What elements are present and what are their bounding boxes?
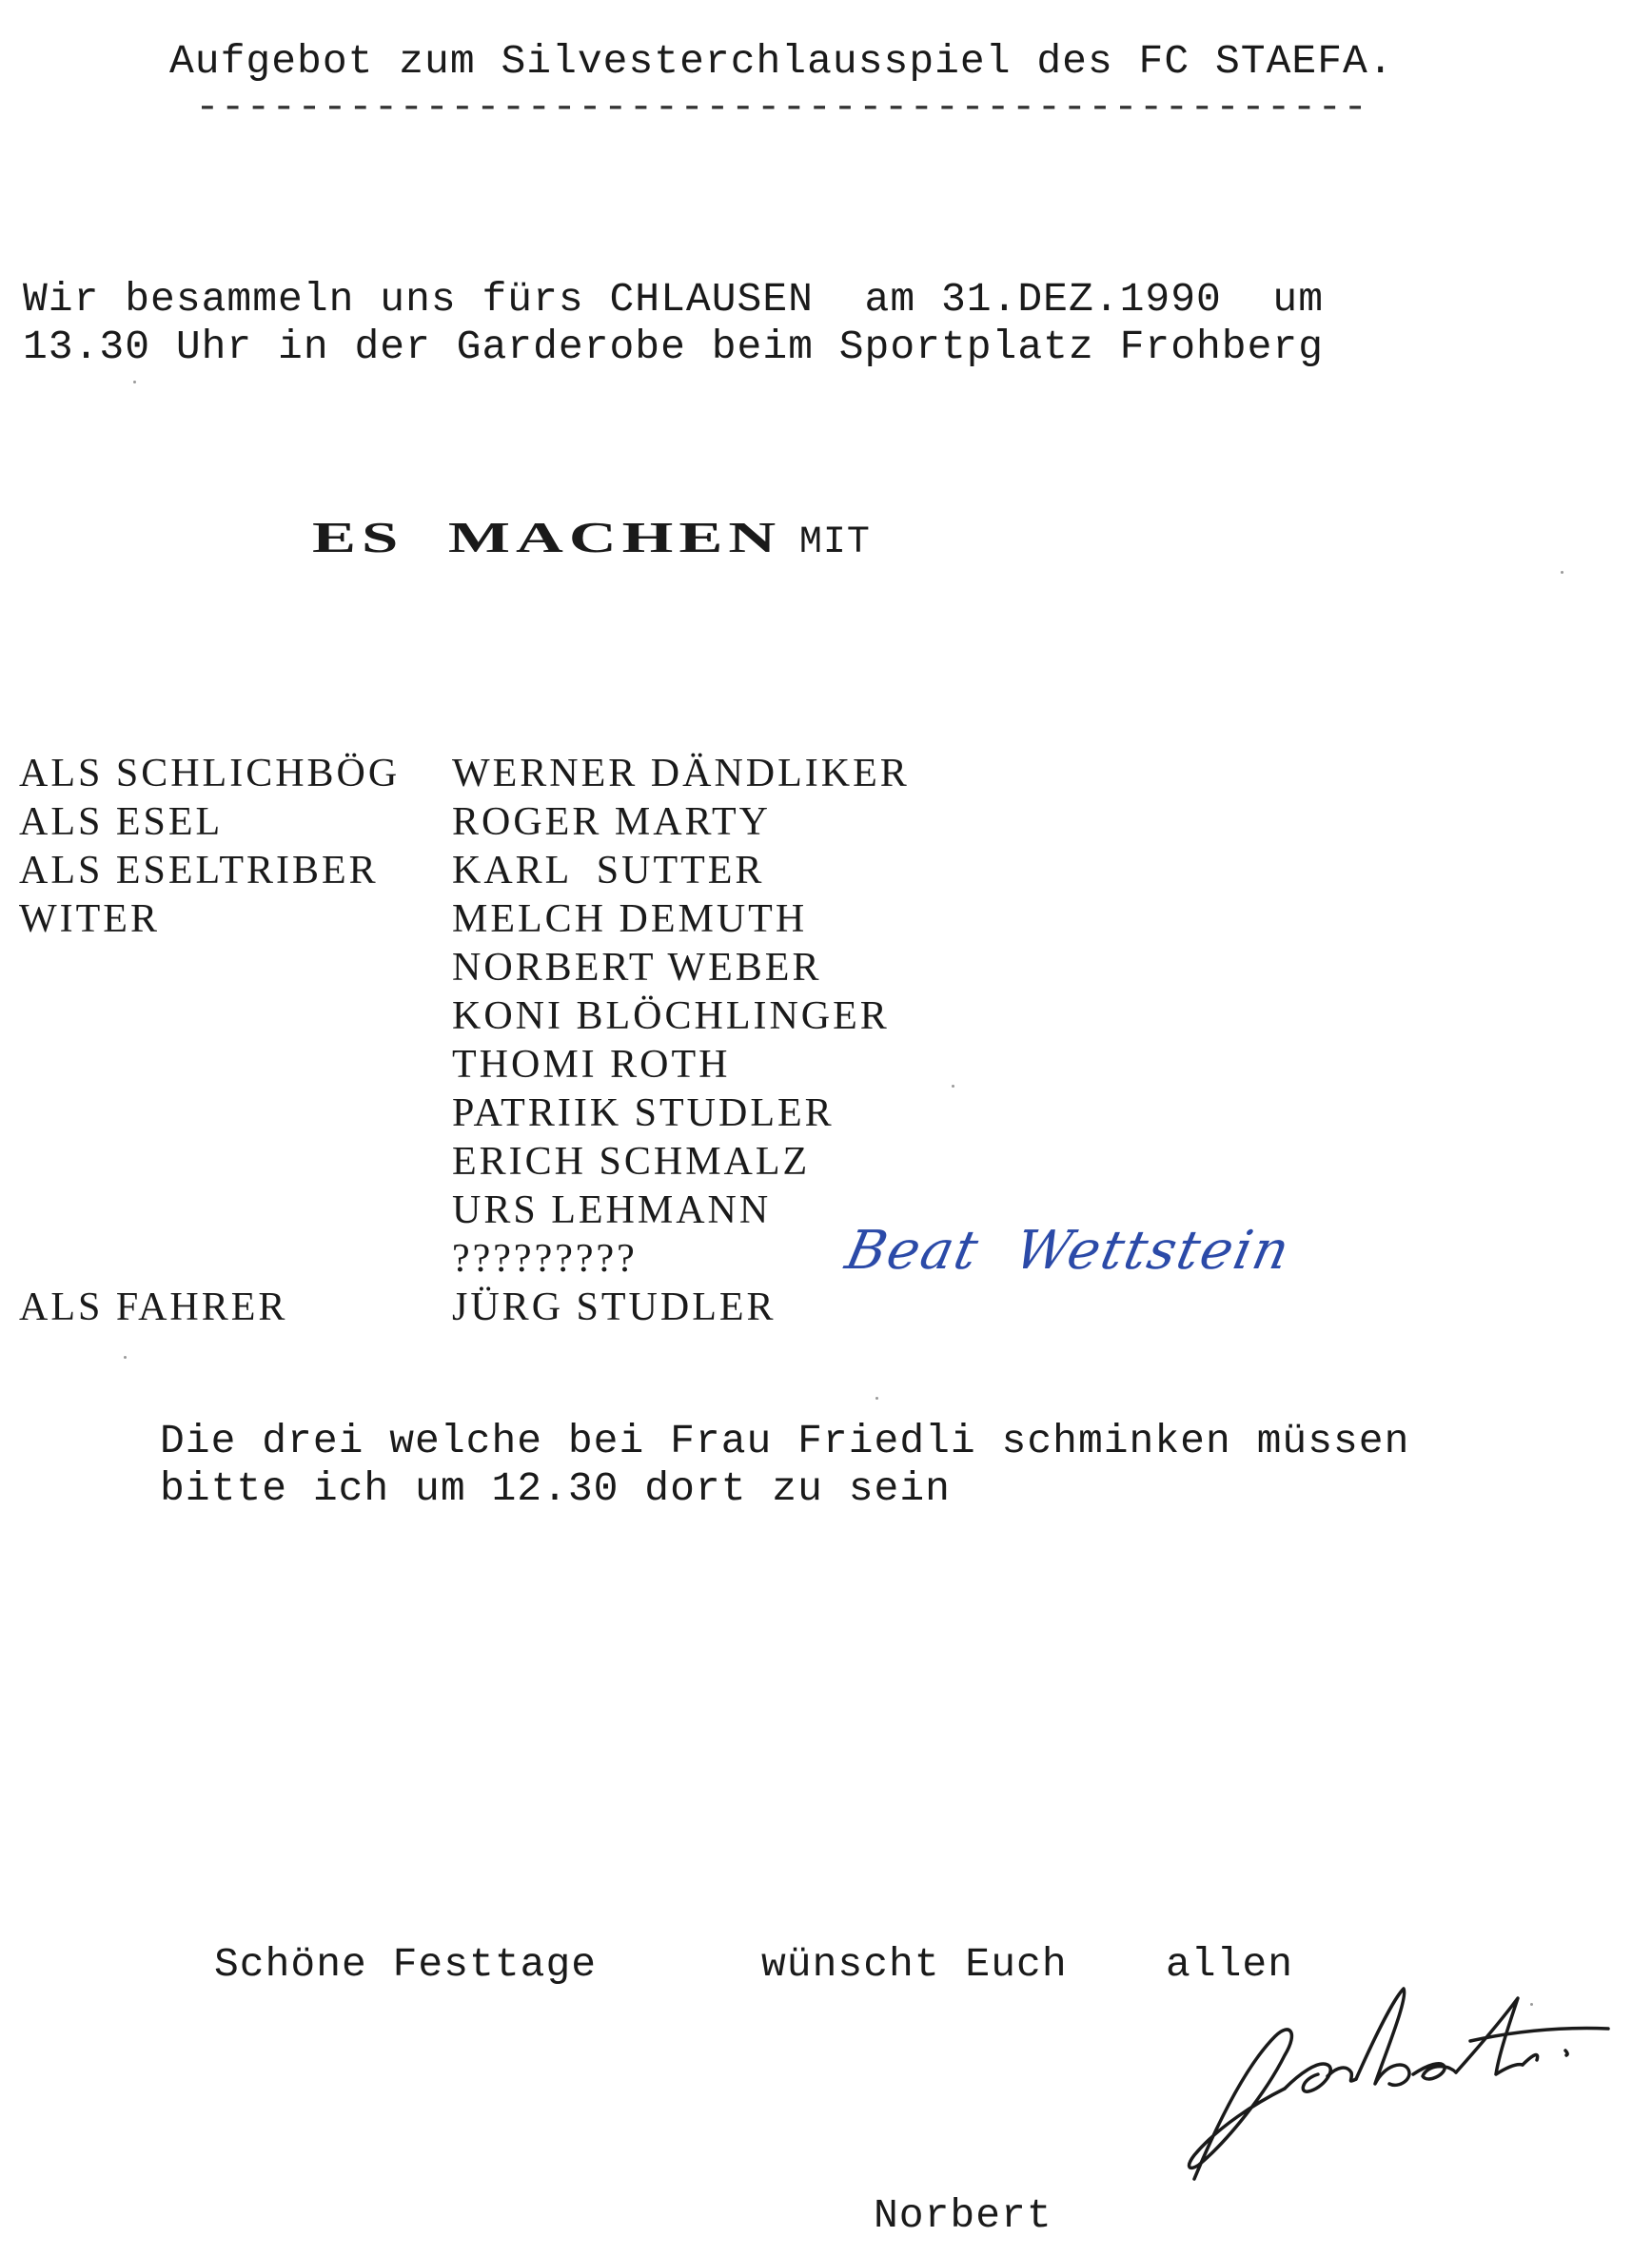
roster-person: NORBERT WEBER [452,946,822,990]
closing-part-3: allen [1166,1941,1294,1988]
roster-role: ALS FAHRER [19,1286,288,1329]
scan-speck [133,381,136,383]
roster-person: PATRIIK STUDLER [452,1091,835,1135]
roster-person: ROGER MARTY [452,800,771,844]
section-heading-tail: MIT [775,521,871,564]
roster-person: MELCH DEMUTH [452,897,808,941]
scan-speck [1530,2003,1533,2006]
roster-role: ALS ESEL [19,800,224,844]
roster-person: WERNER DÄNDLIKER [452,752,910,795]
roster-person: URS LEHMANN [452,1188,772,1232]
roster-row [19,944,822,992]
roster-row [19,895,808,944]
roster-row [19,1089,835,1138]
roster-row [19,1187,772,1235]
scan-speck [124,1356,127,1359]
meeting-line-2: 13.30 Uhr in der Garderobe beim Sportplatz Frohberg [23,324,1325,370]
closing-part-2: wünscht Euch [761,1941,1068,1988]
signature-typed-name: Norbert [874,2192,1052,2239]
roster-person: KONI BLÖCHLINGER [452,994,890,1038]
roster-row [19,1138,811,1187]
roster-list [19,750,910,1332]
roster-row [19,750,910,798]
roster-row [19,1284,777,1332]
roster-role: ALS ESELTRIBER [19,849,379,893]
roster-row [19,847,765,895]
roster-person: JÜRG STUDLER [452,1286,777,1329]
scan-speck [875,1397,878,1400]
roster-role: ALS SCHLICHBÖG [19,752,401,795]
scan-speck [1561,571,1564,574]
roster-row [19,1235,638,1284]
roster-person: THOMI ROTH [452,1043,731,1087]
roster-row [19,798,771,847]
roster-row [19,992,890,1041]
roster-person: ????????? [452,1237,638,1281]
closing-part-1: Schöne Festtage [214,1941,598,1988]
closing-greeting [214,1941,1294,2179]
meeting-line-1: Wir besammeln uns fürs CHLAUSEN am 31.DEZ.1990 um [23,276,1325,323]
title-underline: ---------------------------------------------- [195,84,1368,130]
section-heading-main: ES MACHEN [312,513,782,561]
document-title: Aufgebot zum Silvesterchlausspiel des FC STAEFA. [169,38,1394,85]
roster-person: KARL SUTTER [452,849,765,893]
roster-role: WITER [19,897,160,941]
scan-speck [952,1085,954,1088]
roster-person: ERICH SCHMALZ [452,1140,811,1184]
note-line-2: bitte ich um 12.30 dort zu sein [160,1465,951,1512]
roster-row [19,1041,731,1089]
handwritten-signature [1142,1960,1652,2188]
handwritten-name-addition: Beat Wettstein [840,1220,1297,1282]
note-line-1: Die drei welche bei Frau Friedli schminken müssen [160,1418,1410,1464]
signature-text: Norbert. [1142,1960,1147,1961]
section-heading [312,512,871,564]
